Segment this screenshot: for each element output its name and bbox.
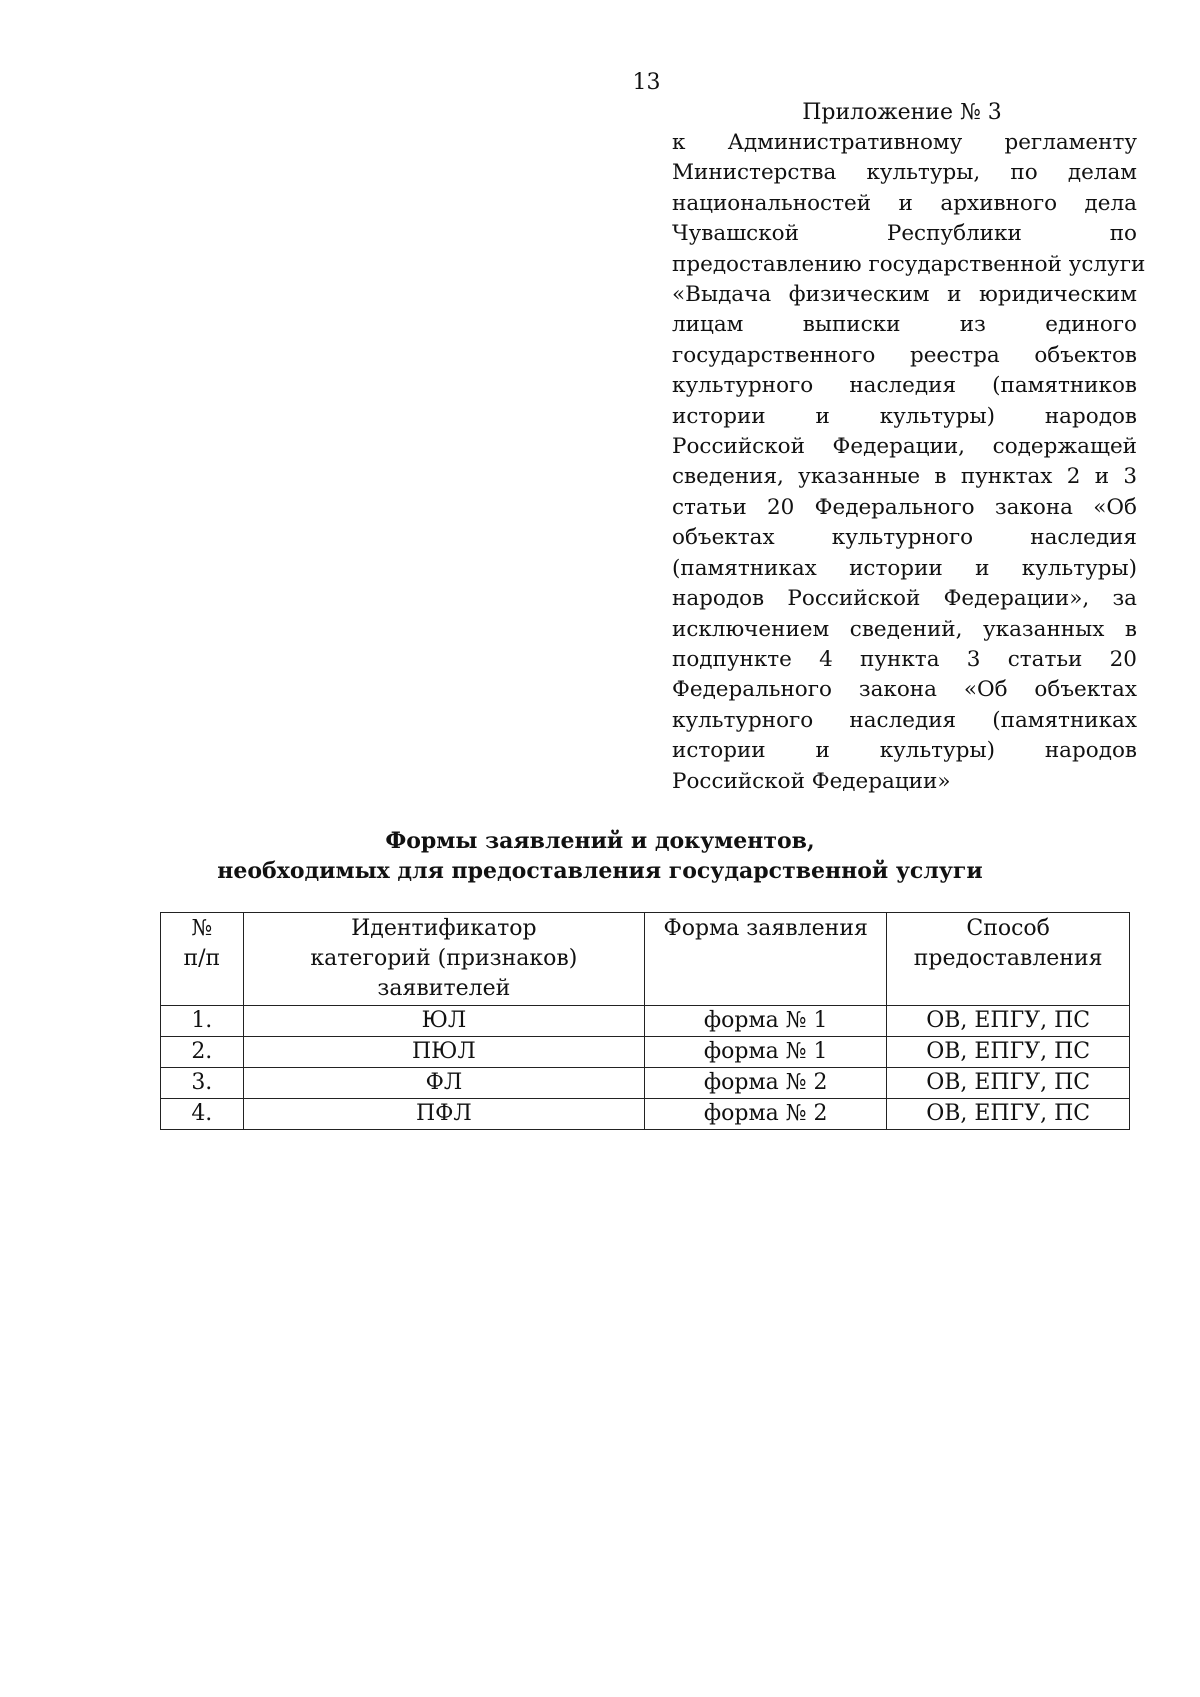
appendix-line: Федерального закона «Об объектах — [672, 677, 1137, 703]
cell-form: форма № 2 — [645, 1068, 887, 1099]
header-form-line: Форма заявления — [663, 916, 868, 941]
appendix-line: Министерства культуры, по делам — [672, 160, 1137, 186]
cell-num: 3. — [161, 1068, 244, 1099]
forms-heading-line1: Формы заявлений и документов, — [385, 828, 815, 854]
appendix-line: статьи 20 Федерального закона «Об — [672, 494, 1137, 520]
header-method — [887, 913, 1130, 1006]
appendix-line: лицам выписки из единого — [672, 312, 1137, 338]
appendix-line: к Административному регламенту — [672, 130, 1137, 155]
cell-form: форма № 2 — [645, 1099, 887, 1130]
header-identifier-line: категорий (признаков) — [310, 946, 578, 971]
cell-num: 2. — [161, 1037, 244, 1068]
cell-num: 4. — [161, 1099, 244, 1130]
header-identifier — [243, 913, 644, 1006]
cell-method: ОВ, ЕПГУ, ПС — [887, 1006, 1130, 1037]
appendix-line: сведения, указанные в пунктах 2 и 3 — [672, 464, 1137, 490]
forms-heading-line2: необходимых для предоставления государственной услуги — [217, 858, 983, 884]
appendix-line: исключением сведений, указанных в — [672, 616, 1137, 642]
cell-identifier: ПЮЛ — [243, 1037, 644, 1068]
appendix-line: истории и культуры) народов — [672, 738, 1137, 764]
appendix-line: подпункте 4 пункта 3 статьи 20 — [672, 646, 1137, 672]
header-num-line: п/п — [183, 946, 221, 971]
header-method-line: предоставления — [913, 946, 1103, 971]
appendix-line: объектах культурного наследия — [672, 525, 1137, 551]
cell-method: ОВ, ЕПГУ, ПС — [887, 1099, 1130, 1130]
cell-method: ОВ, ЕПГУ, ПС — [887, 1068, 1130, 1099]
table-row — [161, 1068, 1130, 1099]
header-method-line: Способ — [966, 916, 1050, 941]
table-row — [161, 1099, 1130, 1130]
cell-form: форма № 1 — [645, 1037, 887, 1068]
table-header-row — [161, 913, 1130, 1006]
appendix-line: государственного реестра объектов — [672, 342, 1137, 368]
header-form — [645, 913, 887, 1006]
cell-form: форма № 1 — [645, 1006, 887, 1037]
appendix-line: национальностей и архивного дела — [672, 190, 1137, 216]
cell-identifier: ФЛ — [243, 1068, 644, 1099]
appendix-line: культурного наследия (памятников — [672, 373, 1137, 399]
appendix-line: Российской Федерации, содержащей — [672, 434, 1137, 460]
cell-identifier: ПФЛ — [243, 1099, 644, 1130]
forms-heading — [0, 826, 1200, 886]
appendix-line: истории и культуры) народов — [672, 403, 1137, 429]
appendix-line: Чувашской Республики по — [672, 221, 1137, 247]
appendix-text — [672, 128, 1146, 797]
cell-identifier: ЮЛ — [243, 1006, 644, 1037]
appendix-line: народов Российской Федерации», за — [672, 586, 1137, 612]
page-number: 13 — [632, 70, 661, 95]
table-row — [161, 1037, 1130, 1068]
appendix-line: Российской Федерации» — [672, 768, 951, 794]
cell-num: 1. — [161, 1006, 244, 1037]
appendix-line: культурного наследия (памятниках — [672, 707, 1137, 733]
header-num — [161, 913, 244, 1006]
forms-table — [160, 912, 1130, 1130]
appendix-title: Приложение № 3 — [802, 100, 1002, 125]
header-num-line: № — [191, 916, 213, 941]
appendix-line: (памятниках истории и культуры) — [672, 555, 1137, 581]
appendix-line: предоставлению государственной услуги — [672, 251, 1146, 277]
header-identifier-line: заявителей — [377, 976, 511, 1001]
table-row — [161, 1006, 1130, 1037]
cell-method: ОВ, ЕПГУ, ПС — [887, 1037, 1130, 1068]
appendix-line: «Выдача физическим и юридическим — [672, 282, 1137, 308]
header-identifier-line: Идентификатор — [351, 916, 537, 941]
